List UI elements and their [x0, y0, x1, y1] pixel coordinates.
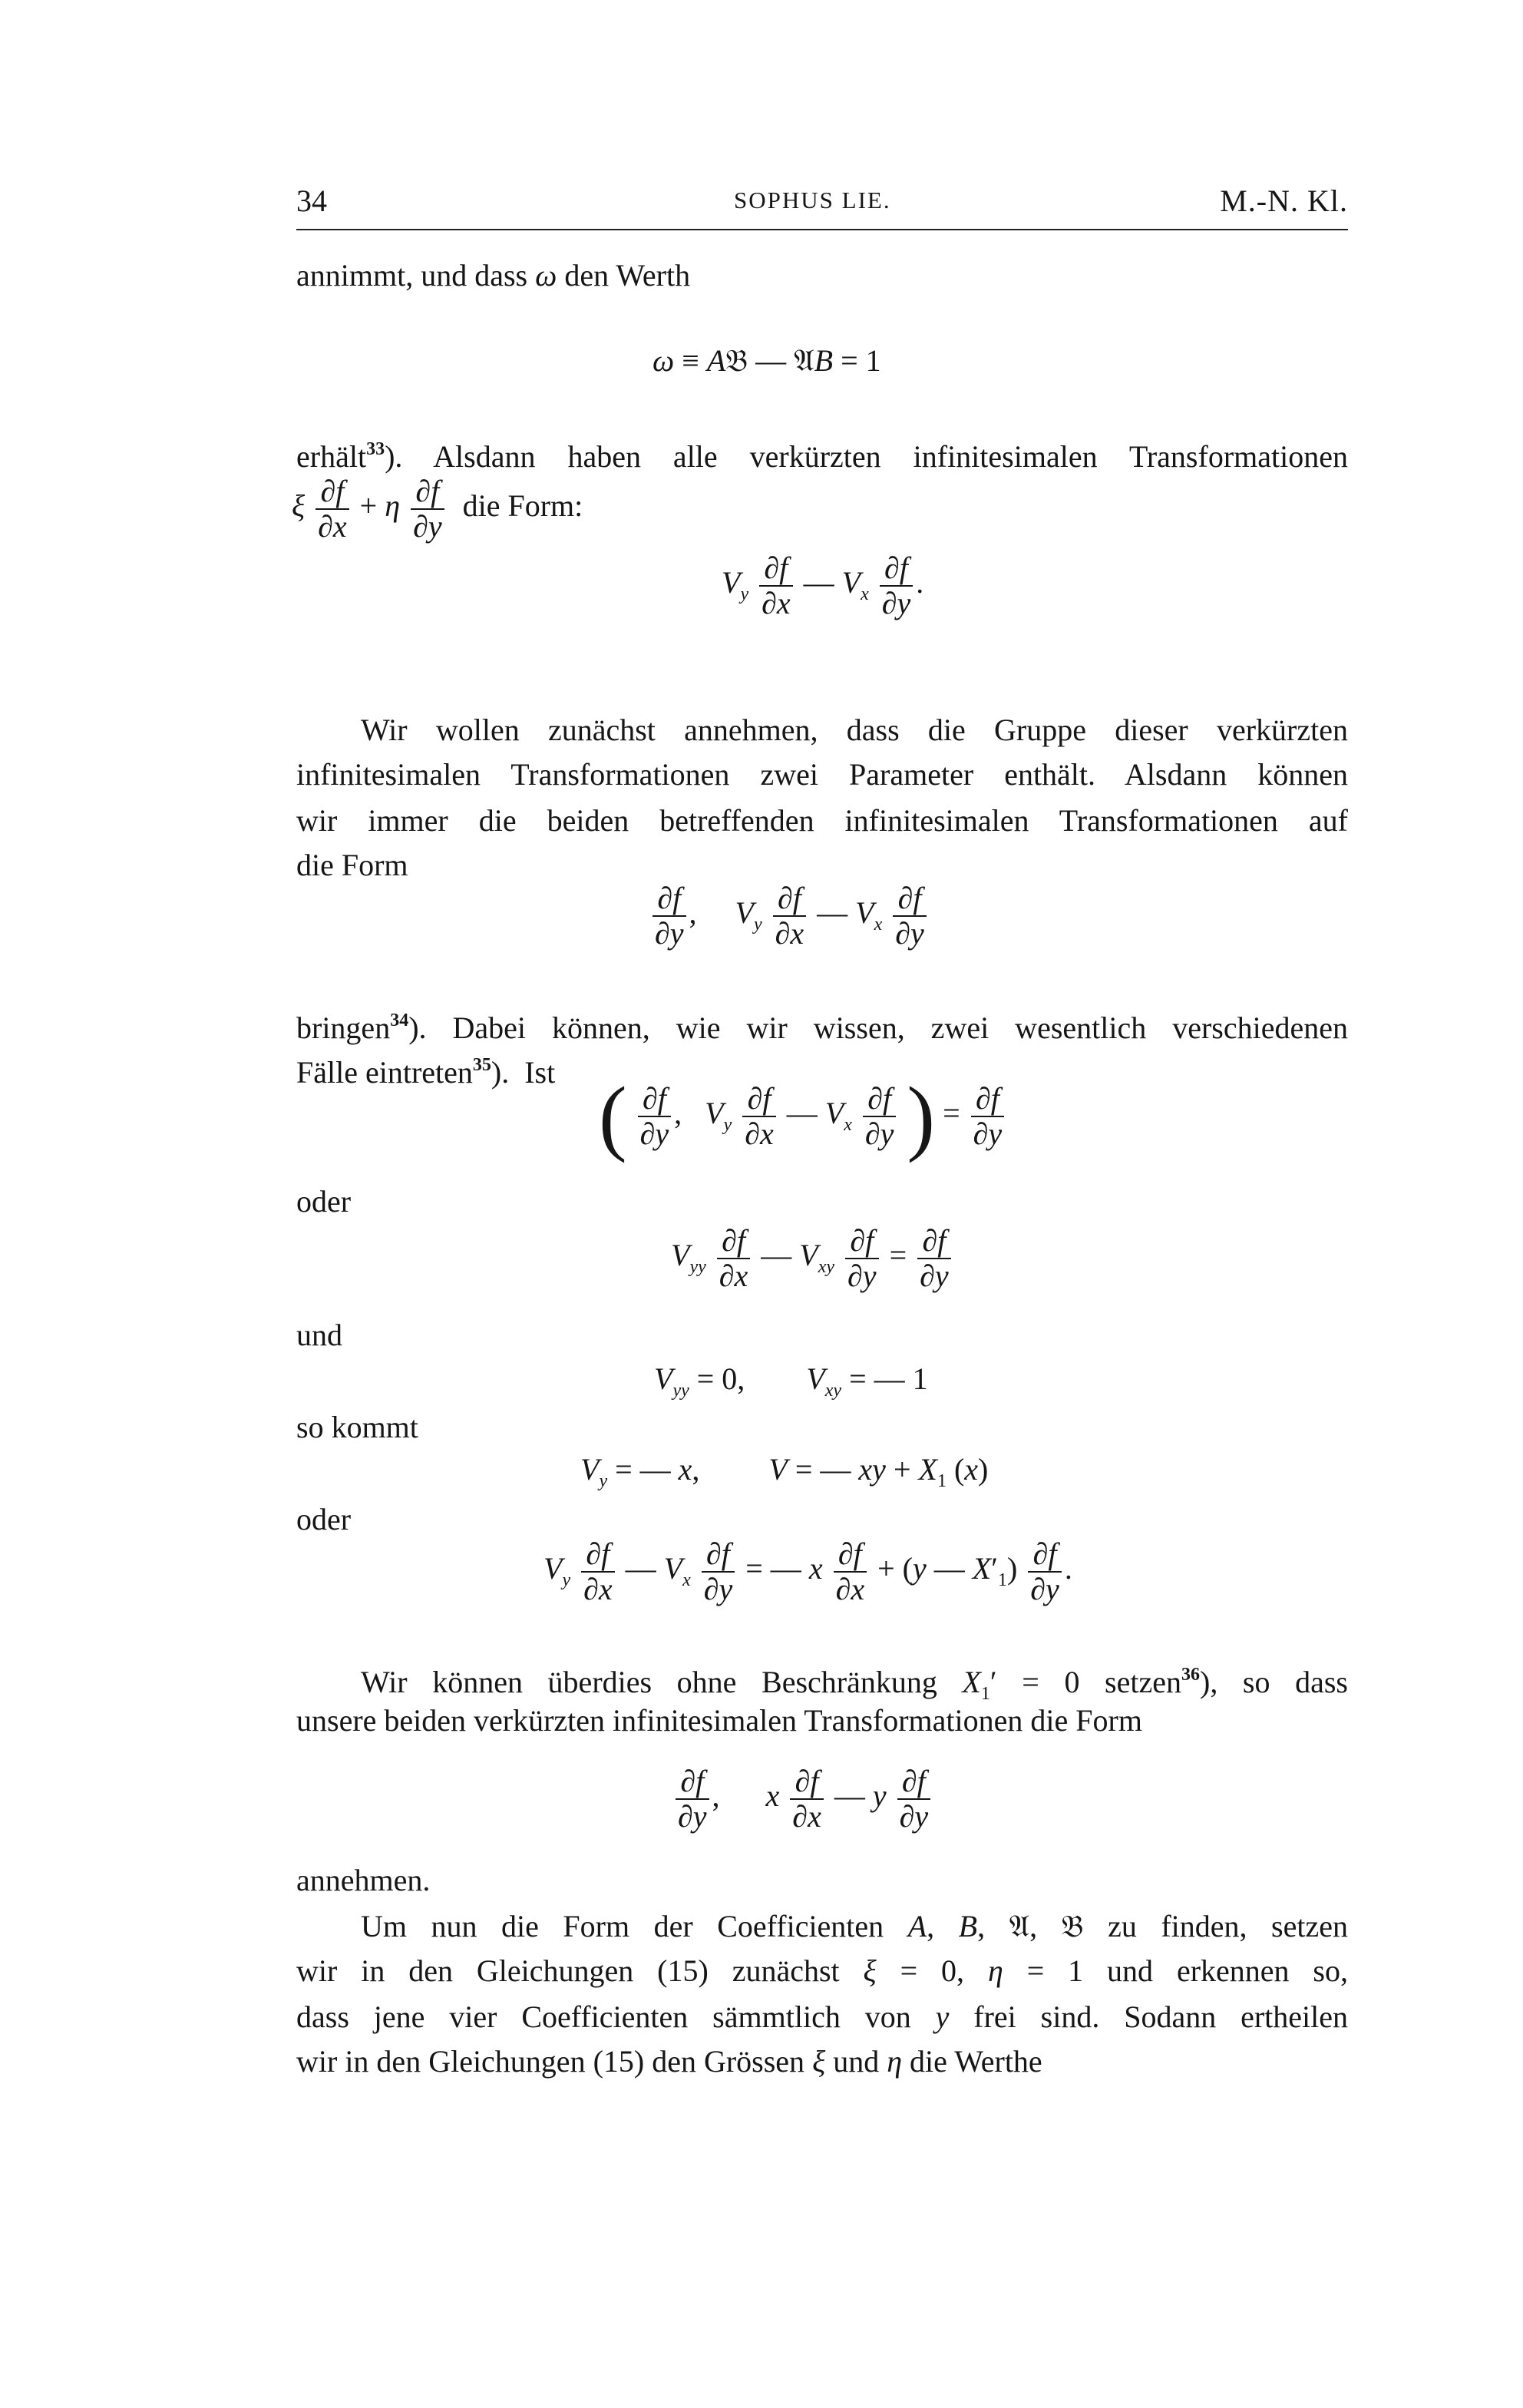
text-line: erhält$^{33}$). Alsdann haben alle verkürzten infinitesimalen Transformationen [296, 439, 1348, 474]
page-header [296, 183, 1348, 229]
equation-solution: $V_y$ = — x, V = — xy + $X_1$ (x) [580, 1452, 989, 1491]
page-number: 34 [296, 184, 327, 218]
text-line: bringen$^{34}$). Dabei können, wie wir wissen, zwei wesentlich verschiedenen [296, 1011, 1348, 1045]
equation-second-derivatives: $V_{yy}$ $\frac{\partial f}{\partial x}$ — $V_{xy}$ $\frac{\partial f}{\partial y}$ = $\frac{\partial f}{\partial y}$ [671, 1226, 954, 1292]
equation-final-pair: $\frac{\partial f}{\partial y}$ , x $\frac{\partial f}{\partial x}$ — y $\frac{\partial f}{\partial y}$ [672, 1766, 933, 1832]
section-label: M.-N. Kl. [1220, 184, 1348, 218]
text-line: annimmt, und dass ω den Werth [296, 258, 691, 293]
text-line: wir immer die beiden betreffenden infinitesimalen Transformationen auf [296, 803, 1348, 838]
text-line: oder [296, 1502, 352, 1536]
text-line: wir in den Gleichungen (15) zunächst ξ = 0, η = 1 und erkennen so, [296, 1953, 1348, 1988]
text-line: die Form [296, 848, 408, 882]
text-line: Wir können überdies ohne Beschränkung $X_1' = 0$ setzen$^{36}$), so dass [361, 1665, 1348, 1704]
running-title: SOPHUS LIE. [734, 187, 891, 213]
text-line: annehmen. [296, 1863, 431, 1897]
equation-omega: ω ≡ A𝔅 — 𝔄B = 1 [652, 343, 881, 378]
text-line: unsere beiden verkürzten infinitesimalen Transformationen die Form [296, 1703, 1142, 1738]
equation-vector-field: $V_y$ $\frac{\partial f}{\partial x}$ — $V_x$ $\frac{\partial f}{\partial y}$ . [722, 551, 924, 620]
equation-conditions: $V_{yy} = 0$, $V_{xy}$ = — 1 [654, 1361, 928, 1401]
text-line: infinitesimalen Transformationen zwei Parameter enthält. Alsdann können [296, 757, 1348, 792]
equation-transformation: $V_y$ $\frac{\partial f}{\partial x}$ — $V_x$ $\frac{\partial f}{\partial y}$ = — x $\frac{\partial f}{\partial x}$ + (y — $X'_1$) $\frac{\partial f}{\partial y}$ . [543, 1536, 1072, 1606]
equation-pair: $\frac{\partial f}{\partial y}$ , $V_y$ $\frac{\partial f}{\partial x}$ — $V_x$ $\frac{\partial f}{\partial y}$ [649, 883, 930, 949]
text-line: so kommt [296, 1410, 418, 1444]
text-line-with-fractions: ξ $\frac{\partial f}{\partial x}$ + η $\frac{\partial f}{\partial y}$ die Form: [292, 474, 583, 544]
header-rule [296, 229, 1348, 230]
equation-commutator: ( $\frac{\partial f}{\partial y}$ , $V_y$ $\frac{\partial f}{\partial x}$ — $V_x$ $\frac{\partial f}{\partial y}$ ) = $\frac{\partial f}{\partial y}$ [599, 1083, 1007, 1150]
text-line: Um nun die Form der Coefficienten A, B, 𝔄, 𝔅 zu finden, setzen [361, 1909, 1348, 1943]
text-line: dass jene vier Coefficienten sämmtlich von y frei sind. Sodann ertheilen [296, 2000, 1348, 2034]
text-line: Fälle eintreten$^{35}$). Ist [296, 1055, 556, 1090]
text-line: oder [296, 1184, 352, 1219]
text-line: wir in den Gleichungen (15) den Grössen ξ und η die Werthe [296, 2044, 1042, 2079]
text-line: und [296, 1318, 342, 1352]
text-line: Wir wollen zunächst annehmen, dass die Gruppe dieser verkürzten [361, 713, 1348, 747]
